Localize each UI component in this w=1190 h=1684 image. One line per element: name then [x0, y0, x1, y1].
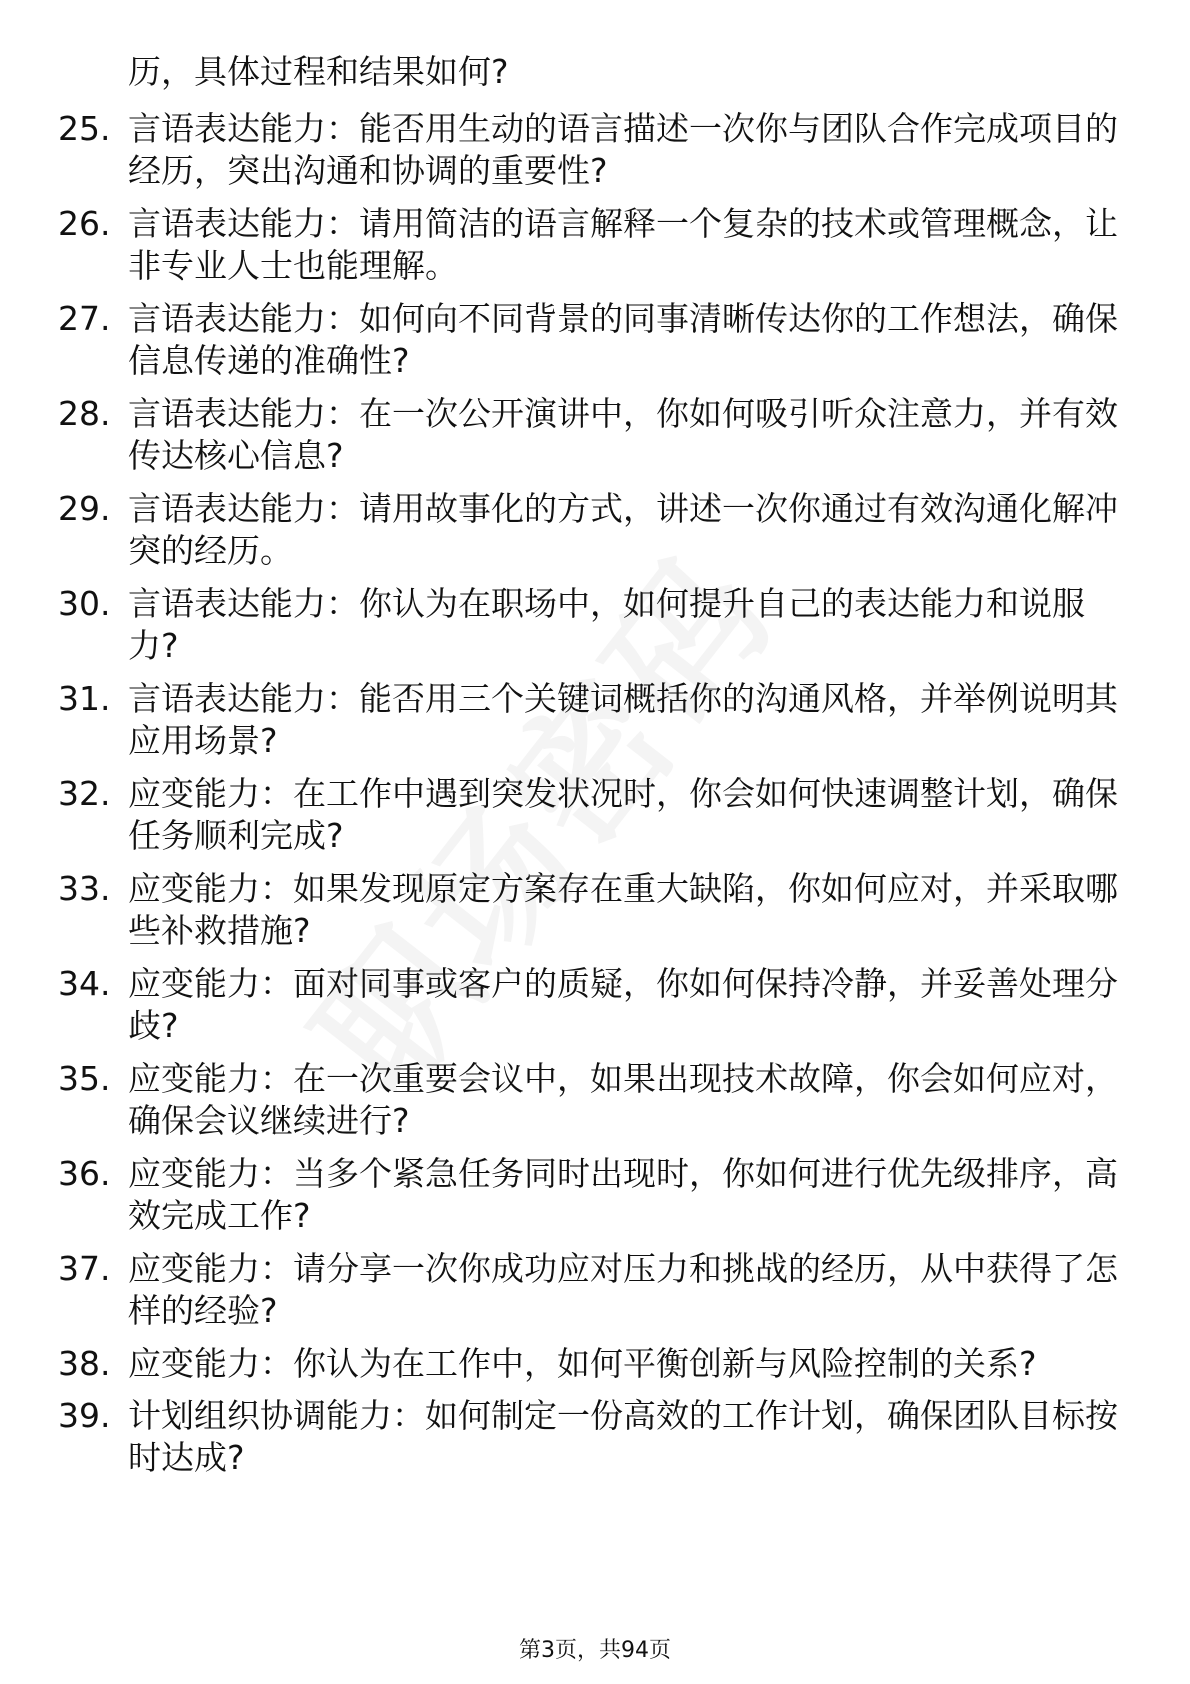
item-text: 应变能力：面对同事或客户的质疑，你如何保持冷静，并妥善处理分歧?	[128, 964, 1118, 1045]
item-text: 应变能力：在工作中遇到突发状况时，你会如何快速调整计划，确保任务顺利完成?	[128, 774, 1118, 855]
item-number: 39.	[58, 1396, 111, 1435]
item-text: 应变能力：在一次重要会议中，如果出现技术故障，你会如何应对，确保会议继续进行?	[128, 1059, 1118, 1140]
item-number: 36.	[58, 1154, 111, 1193]
item-number: 32.	[58, 774, 111, 813]
item-text: 应变能力：请分享一次你成功应对压力和挑战的经历，从中获得了怎样的经验?	[128, 1249, 1118, 1330]
item-number: 35.	[58, 1059, 111, 1098]
item-text: 应变能力：当多个紧急任务同时出现时，你如何进行优先级排序，高效完成工作?	[128, 1154, 1118, 1235]
item-number: 26.	[58, 204, 111, 243]
item-number: 28.	[58, 394, 111, 433]
item-text: 言语表达能力：能否用生动的语言描述一次你与团队合作完成项目的经历，突出沟通和协调的重要性?	[128, 109, 1118, 190]
item-text: 计划组织协调能力：如何制定一份高效的工作计划，确保团队目标按时达成?	[128, 1396, 1118, 1477]
item-number: 38.	[58, 1344, 111, 1383]
item-text: 言语表达能力：能否用三个关键词概括你的沟通风格，并举例说明其应用场景?	[128, 679, 1118, 760]
item-number: 25.	[58, 109, 111, 148]
item-number: 37.	[58, 1249, 111, 1288]
item-text: 言语表达能力：请用简洁的语言解释一个复杂的技术或管理概念，让非专业人士也能理解。	[128, 204, 1118, 285]
continued-text: 历，具体过程和结果如何?	[128, 52, 509, 91]
item-number: 30.	[58, 584, 111, 623]
page-footer: 第3页，共94页	[519, 1638, 671, 1663]
item-number: 29.	[58, 489, 111, 528]
item-text: 言语表达能力：在一次公开演讲中，你如何吸引听众注意力，并有效传达核心信息?	[128, 394, 1118, 475]
item-number: 34.	[58, 964, 111, 1003]
item-number: 33.	[58, 869, 111, 908]
item-text: 言语表达能力：请用故事化的方式，讲述一次你通过有效沟通化解冲突的经历。	[128, 489, 1118, 570]
item-text: 言语表达能力：你认为在职场中，如何提升自己的表达能力和说服力?	[128, 584, 1085, 665]
item-text: 应变能力：如果发现原定方案存在重大缺陷，你如何应对，并采取哪些补救措施?	[128, 869, 1118, 950]
item-number: 31.	[58, 679, 111, 718]
item-text: 应变能力：你认为在工作中，如何平衡创新与风险控制的关系?	[128, 1344, 1037, 1383]
item-text: 言语表达能力：如何向不同背景的同事清晰传达你的工作想法，确保信息传递的准确性?	[128, 299, 1118, 380]
item-number: 27.	[58, 299, 111, 338]
